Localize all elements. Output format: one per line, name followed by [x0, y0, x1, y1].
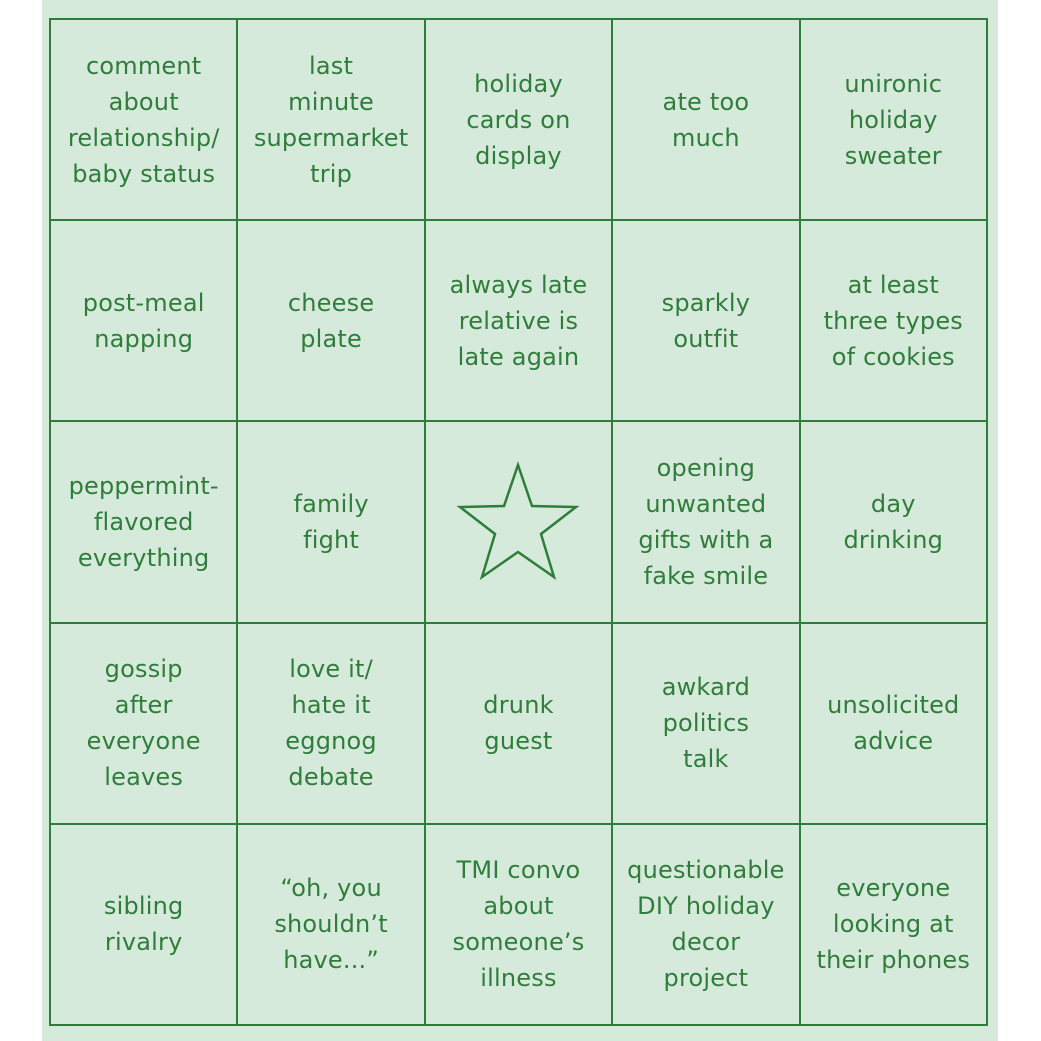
bingo-cell-label: opening unwanted gifts with a fake smile: [638, 453, 774, 590]
bingo-grid: [49, 18, 988, 1026]
bingo-cell-label: unsolicited advice: [827, 691, 960, 756]
bingo-cell-label: cheese plate: [287, 288, 375, 353]
bingo-cell-r5c2: [238, 825, 425, 1026]
bingo-cell-label: everyone looking at their phones: [816, 874, 971, 975]
bingo-cell-label: always late relative is late again: [449, 270, 588, 371]
bingo-cell-r1c4: [613, 20, 800, 221]
bingo-cell-r1c5: [801, 20, 988, 221]
bingo-cell-label: sibling rivalry: [103, 892, 184, 957]
bingo-cell-r4c5: [801, 624, 988, 825]
bingo-cell-r4c1: [51, 624, 238, 825]
bingo-cell-label: drunk guest: [483, 691, 554, 756]
bingo-cell-r2c4: [613, 221, 800, 422]
bingo-cell-label: holiday cards on display: [466, 69, 571, 170]
bingo-cell-label: at least three types of cookies: [823, 270, 964, 371]
bingo-cell-r3c2: [238, 422, 425, 623]
bingo-cell-r1c1: [51, 20, 238, 221]
bingo-cell-r2c2: [238, 221, 425, 422]
bingo-cell-label: post-meal napping: [82, 288, 205, 353]
bingo-free-space: [426, 422, 613, 623]
bingo-cell-r5c3: [426, 825, 613, 1026]
bingo-cell-r5c4: [613, 825, 800, 1026]
bingo-cell-r4c2: [238, 624, 425, 825]
bingo-cell-label: love it/ hate it eggnog debate: [285, 655, 377, 792]
bingo-cell-label: “oh, you shouldn’t have...”: [274, 874, 388, 975]
bingo-cell-r2c1: [51, 221, 238, 422]
bingo-cell-r2c5: [801, 221, 988, 422]
bingo-cell-label: peppermint- flavored everything: [68, 471, 219, 572]
bingo-cell-label: gossip after everyone leaves: [86, 655, 201, 792]
bingo-cell-r4c3: [426, 624, 613, 825]
bingo-cell-label: ate too much: [662, 87, 750, 152]
bingo-cell-label: day drinking: [843, 489, 944, 554]
bingo-cell-r1c3: [426, 20, 613, 221]
bingo-cell-label: unironic holiday sweater: [844, 69, 943, 170]
bingo-cell-r5c5: [801, 825, 988, 1026]
bingo-cell-label: comment about relationship/ baby status: [67, 51, 220, 188]
bingo-cell-label: TMI convo about someone’s illness: [452, 856, 585, 993]
bingo-cell-r3c1: [51, 422, 238, 623]
bingo-cell-label: last minute supermarket trip: [253, 51, 409, 188]
bingo-cell-label: sparkly outfit: [661, 288, 751, 353]
bingo-cell-r1c2: [238, 20, 425, 221]
bingo-cell-r3c4: [613, 422, 800, 623]
bingo-cell-r4c4: [613, 624, 800, 825]
star-icon: [453, 457, 583, 587]
bingo-cell-r3c5: [801, 422, 988, 623]
bingo-cell-label: questionable DIY holiday decor project: [627, 856, 785, 993]
bingo-cell-label: awkard politics talk: [661, 673, 751, 774]
bingo-cell-r5c1: [51, 825, 238, 1026]
bingo-cell-r2c3: [426, 221, 613, 422]
bingo-cell-label: family fight: [293, 489, 369, 554]
